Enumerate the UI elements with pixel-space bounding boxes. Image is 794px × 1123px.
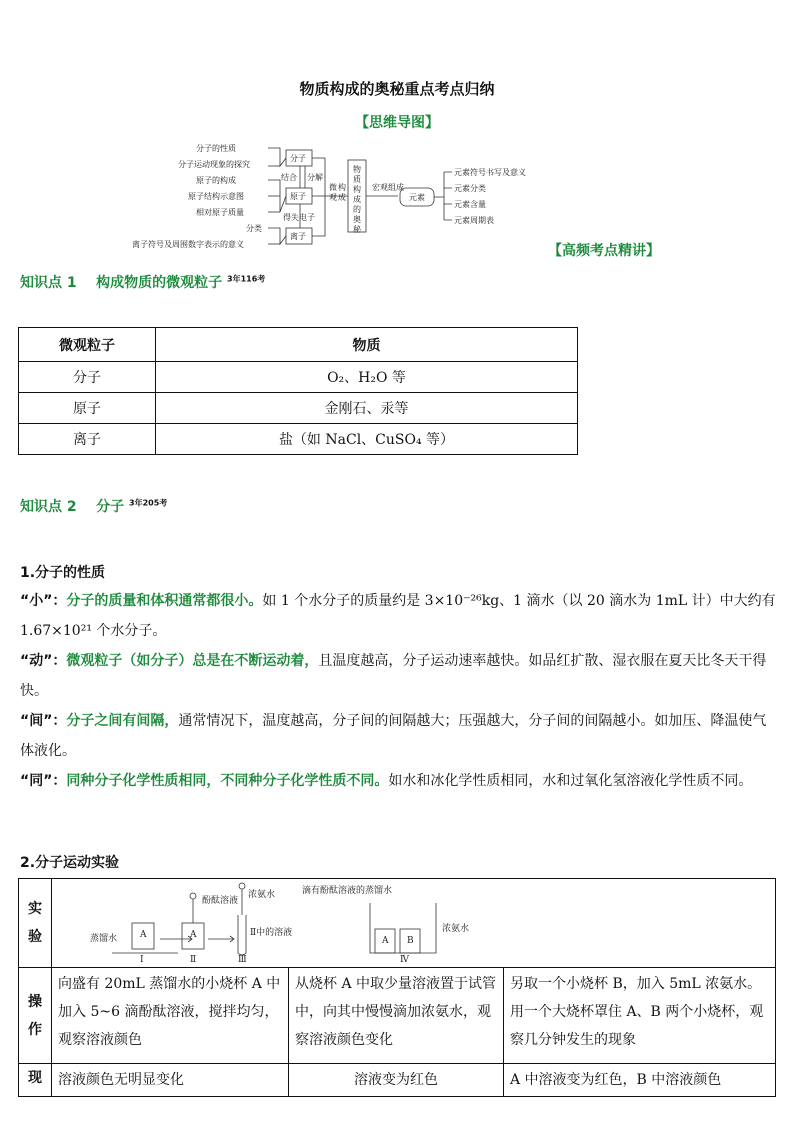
property-text: 如 1 个水分子的质量约是 3×10⁻²⁶kg、1 滴水（以 20 滴水为 1mL 计）中大约有 1.67×10²¹ 个水分子。 (20, 593, 776, 639)
roman-label: Ⅲ (238, 955, 247, 963)
property-key: “同”： (20, 773, 67, 789)
vertical-char: 物 (353, 165, 361, 174)
row-label-char: 现 (28, 1070, 42, 1086)
property-text: 且温度越高，分子运动速率越快。如品红扩散、湿衣服在夏天比冬天干得快。 (20, 653, 767, 699)
highfreq-heading: 【高频考点精讲】 (548, 243, 660, 259)
vertical-char: 的 (353, 205, 361, 214)
table-cell: 盐（如 NaCl、CuSO₄ 等） (156, 424, 578, 455)
property-bold: 微观粒子（如分子）总是在不断运动着， (66, 653, 319, 669)
vertical-char: 奥 (353, 215, 361, 224)
property-item (20, 586, 776, 646)
operation-cell: 另取一个小烧杯 B，加入 5mL 浓氨水。用一个大烧杯罩住 A、B 两个小烧杯，观察几分钟发生的现象 (504, 968, 776, 1064)
mind-right-item: 元素含量 (454, 200, 486, 209)
vertical-char: 成 (353, 195, 361, 204)
mind-center (353, 164, 362, 234)
row-label (19, 879, 52, 968)
mind-link: 得失电子 (283, 213, 315, 222)
mind-box-atom: 原子 (290, 192, 306, 201)
mind-left-item: 原子结构示意图 (188, 192, 244, 201)
property-key: “小”： (20, 593, 67, 609)
property-key: “动”： (20, 653, 67, 669)
vertical-char: 质 (353, 175, 361, 184)
vertical-char: 微 (329, 183, 337, 192)
mind-right-item: 元素分类 (454, 184, 486, 193)
mind-left-item: 原子的构成 (196, 176, 236, 185)
property-bold: 分子之间有间隔， (66, 713, 179, 729)
beaker-label: A (190, 930, 197, 940)
vertical-char: 构 (353, 185, 361, 194)
mind-right-item: 元素周期表 (454, 216, 494, 225)
mind-left-item: 相对原子质量 (196, 208, 244, 217)
phenomenon-cell: 溶液变为红色 (289, 1064, 504, 1097)
table-row (19, 393, 578, 424)
mind-link: 结合 (281, 173, 297, 182)
mind-box-ion: 离子 (290, 232, 306, 241)
table-header: 微观粒子 (19, 328, 156, 362)
experiment-table (18, 878, 776, 1097)
mind-link: 分解 (307, 173, 323, 182)
property-item (20, 646, 776, 706)
property-key: “间”： (20, 713, 67, 729)
row-label-char: 验 (28, 929, 42, 945)
diagram-label: 蒸馏水 (90, 934, 118, 944)
mindmap-heading: 【思维导图】 (355, 115, 439, 131)
diagram-label: 酚酞溶液 (202, 896, 239, 906)
row-label-char: 操 (28, 993, 42, 1010)
diagram-label: 浓氨水 (442, 924, 470, 934)
page-title: 物质构成的奥秘重点考点归纳 (299, 80, 495, 98)
section-heading: 2.分子运动实验 (20, 855, 120, 871)
kp2-label: 知识点 2 (20, 499, 77, 515)
vertical-char: 构 (338, 183, 346, 192)
table-cell: 离子 (19, 424, 156, 455)
table-cell: 分子 (19, 362, 156, 393)
mind-element-box: 元素 (409, 193, 425, 202)
row-label-char: 作 (28, 1021, 42, 1038)
kp1-heading (20, 272, 265, 292)
kp2-title: 分子 (96, 499, 125, 515)
roman-label: Ⅰ (140, 955, 144, 963)
table-row (19, 362, 578, 393)
particle-table (18, 327, 578, 455)
vertical-char: 成 (338, 193, 346, 202)
mind-left-item: 分子的性质 (196, 144, 236, 153)
phenomenon-cell: 溶液颜色无明显变化 (52, 1064, 289, 1097)
mind-box-molecule: 分子 (290, 154, 306, 163)
row-label-char: 实 (28, 901, 42, 917)
row-label (19, 1064, 52, 1097)
mind-mid-label (329, 182, 346, 202)
mind-mid-label: 宏观组成 (372, 183, 404, 192)
table-row (19, 424, 578, 455)
mind-left-item: 离子符号及周围数字表示的意义 (132, 240, 244, 249)
kp2-heading (20, 496, 167, 516)
kp1-label: 知识点 1 (20, 275, 77, 291)
property-bold: 分子的质量和体积通常都很小。 (66, 593, 263, 609)
table-cell: O₂、H₂O 等 (156, 362, 578, 393)
vertical-char: 观 (329, 193, 337, 202)
kp1-title: 构成物质的微观粒子 (96, 275, 223, 291)
kp2-sup: 3年205考 (129, 498, 168, 508)
property-text: 通常情况下，温度越高，分子间的间隔越大；压强越大，分子间的间隔越小。如加压、降温使气体液化。 (20, 713, 767, 759)
beaker-label: B (407, 936, 414, 946)
kp1-sup: 3年116考 (227, 274, 266, 284)
property-bold: 同种分子化学性质相同，不同种分子化学性质不同。 (66, 773, 389, 789)
experiment-diagram (52, 879, 776, 968)
roman-label: Ⅱ (190, 955, 197, 963)
table-header: 物质 (156, 328, 578, 362)
mind-left-item: 分子运动现象的探究 (178, 160, 250, 169)
operation-cell: 向盛有 20mL 蒸馏水的小烧杯 A 中加入 5~6 滴酚酞溶液，搅拌均匀，观察溶液颜色 (52, 968, 289, 1064)
diagram-label: Ⅱ中的溶液 (250, 928, 293, 938)
table-cell: 金刚石、汞等 (156, 393, 578, 424)
row-label (19, 968, 52, 1064)
beaker-label: A (140, 930, 147, 940)
property-item (20, 766, 776, 796)
roman-label: Ⅳ (400, 955, 409, 963)
diagram-label: 浓氨水 (248, 890, 276, 900)
operation-cell: 从烧杯 A 中取少量溶液置于试管中，向其中慢慢滴加浓氨水，观察溶液颜色变化 (289, 968, 504, 1064)
mind-left-item: 分类 (246, 224, 262, 233)
property-list (20, 586, 776, 796)
property-item (20, 706, 776, 766)
mind-right-item: 元素符号书写及意义 (454, 168, 526, 177)
phenomenon-cell: A 中溶液变为红色，B 中溶液颜色 (504, 1064, 776, 1097)
diagram-label: 滴有酚酞溶液的蒸馏水 (302, 886, 393, 896)
vertical-char: 秘 (353, 225, 361, 234)
property-text: 如水和冰化学性质相同，水和过氧化氢溶液化学性质不同。 (388, 773, 753, 789)
mind-map (0, 0, 794, 260)
section-heading: 1.分子的性质 (20, 565, 106, 581)
beaker-label: A (382, 936, 389, 946)
table-cell: 原子 (19, 393, 156, 424)
